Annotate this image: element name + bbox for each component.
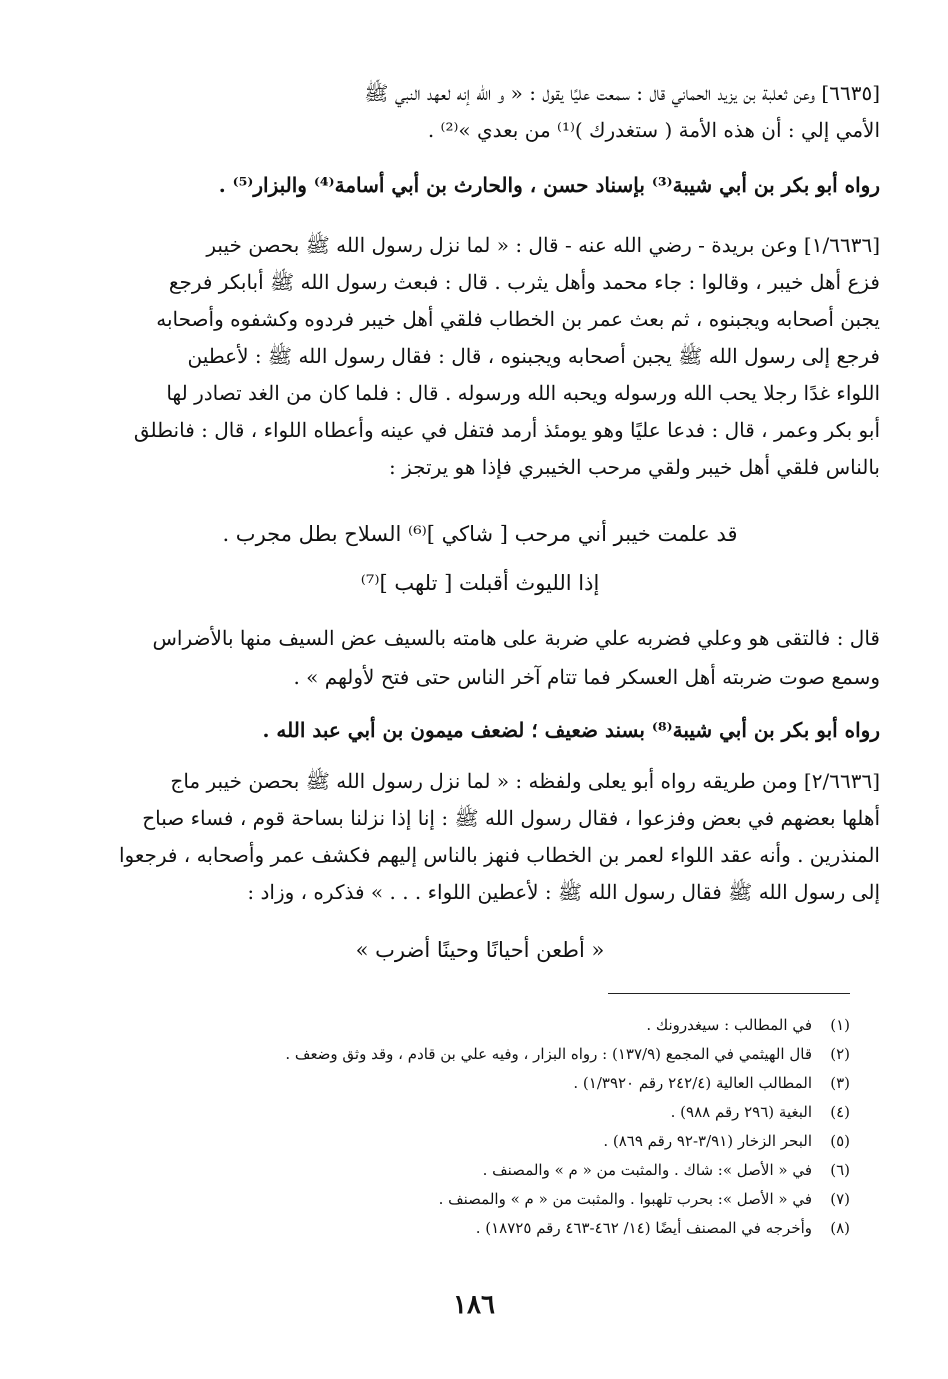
footnote-number: (٤)	[830, 1103, 850, 1121]
footnote	[120, 1128, 850, 1155]
text-line: [٦٦٣٥] وعن ثعلبة بن يزيد الحماني قال : سمعت عليًا يقول : « و الله إنه لعهد النبي ﷺ	[364, 81, 880, 105]
footnote-text: في « الأصل »: بحرب تلهبوا . والمثبت من « م » والمصنف .	[438, 1190, 812, 1208]
text-line: قال : فالتقى هو وعلي فضربه علي ضربة على هامته بالسيف عض السيف منها بالأضراس	[152, 626, 880, 650]
footnote-number: (٥)	[830, 1132, 850, 1150]
footnote	[120, 1215, 850, 1242]
poem-verse: « أطعن أحيانًا وحينًا أضرب »	[355, 938, 605, 962]
text-line: وسمع صوت ضربته أهل العسكر فما تتام آخر الناس حتى فتح لأولهم » .	[293, 665, 880, 689]
source-line: رواه أبو بكر بن أبي شيبة⁽³⁾ بإسناد حسن ، والحارث بن أبي أسامة⁽⁴⁾ والبزار⁽⁵⁾ .	[218, 173, 880, 197]
text-line: إلى رسول الله ﷺ فقال رسول الله ﷺ : لأعطين اللواء . . . » فذكره ، وزاد :	[247, 880, 880, 904]
text-line: اللواء غدًا رجلا يحب الله ورسوله ويحبه الله ورسوله . قال : فلما كان من الغد تصادر لها	[166, 381, 880, 405]
poem-verse: إذا الليوث أقبلت [ تلهب ]⁽⁷⁾	[360, 571, 600, 595]
footnote-text: وأخرجه في المصنف أيضًا (١٤/ ٤٦٢-٤٦٣ رقم ١٨٧٢٥) .	[475, 1219, 812, 1237]
footnote-number: (٦)	[830, 1161, 850, 1179]
footnote-number: (٢)	[830, 1045, 850, 1063]
text-line: [٢/٦٦٣٦] ومن طريقه رواه أبو يعلى ولفظه : « لما نزل رسول الله ﷺ بحصن خيبر ماج	[170, 769, 880, 793]
footnote	[120, 1157, 850, 1184]
footnote-text: في المطالب : سيغدرونك .	[646, 1016, 812, 1034]
footnote-text: البحر الزخار (٣/٩١-٩٢ رقم ٨٦٩) .	[603, 1132, 812, 1150]
footnote-number: (٧)	[830, 1190, 850, 1208]
text-line: بالناس فلقي أهل خيبر ولقي مرحب الخيبري فإذا هو يرتجز :	[388, 455, 880, 479]
footnote-text: في « الأصل »: شاك . والمثبت من « م » والمصنف .	[482, 1161, 812, 1179]
text-line: أهلها بعضهم في بعض وفزعوا ، فقال رسول الله ﷺ : إنا إذا نزلنا بساحة قوم ، فساء صباح	[142, 806, 880, 830]
footnote-text: قال الهيثمي في المجمع (١٣٧/٩) : رواه البزار ، وفيه علي بن قادم ، وقد وثق وضعف .	[285, 1045, 812, 1063]
footnote	[120, 1186, 850, 1213]
footnote	[120, 1099, 850, 1126]
footnote	[120, 1070, 850, 1097]
text-line: المنذرين . وأنه عقد اللواء لعمر بن الخطاب فنهز بالناس إليهم فكشف عمر وأصحابه ، فرجعوا	[118, 843, 880, 867]
text-line: فرجع إلى رسول الله ﷺ يجبن أصحابه ويجبنوه ، قال : فقال رسول الله ﷺ : لأعطين	[187, 344, 880, 368]
footnote-text: المطالب العالية (٢٤٢/٤ رقم ١/٣٩٢٠) .	[573, 1074, 812, 1092]
footnote-number: (١)	[830, 1016, 850, 1034]
text-line: فزع أهل خيبر ، وقالوا : جاء محمد وأهل يثرب . قال : فبعث رسول الله ﷺ أبابكر فرجع	[168, 270, 880, 294]
text-line: يجبن أصحابه ويجبنوه ، ثم بعث عمر بن الخطاب فلقي أهل خيبر فردوه وكشفوه وأصحابه	[156, 307, 880, 331]
footnote-text: البغية (٢٩٦ رقم ٩٨٨) .	[670, 1103, 812, 1121]
text-line: أبو بكر وعمر ، قال : فدعا عليًا وهو يومئذ أرمد فتفل في عينه وأعطاه اللواء ، قال : فانطلق	[133, 418, 880, 442]
footnote	[120, 1041, 850, 1068]
source-line: رواه أبو بكر بن أبي شيبة⁽⁸⁾ بسند ضعيف ؛ لضعف ميمون بن أبي عبد الله .	[262, 718, 880, 742]
footnote-number: (٨)	[830, 1219, 850, 1237]
page-number: ١٨٦	[453, 1290, 495, 1320]
text-line: [١/٦٦٣٦] وعن بريدة - رضي الله عنه - قال : « لما نزل رسول الله ﷺ بحصن خيبر	[206, 233, 880, 257]
footnote-divider	[608, 993, 850, 994]
poem-verse: قد علمت خيبر أني مرحب [ شاكي ]⁽⁶⁾ السلاح بطل مجرب .	[222, 522, 738, 546]
text-line: الأمي إلي : أن هذه الأمة ( ستغدرك )⁽¹⁾ من بعدي »⁽²⁾ .	[427, 118, 880, 142]
footnote	[120, 1012, 850, 1039]
footnote-number: (٣)	[830, 1074, 850, 1092]
